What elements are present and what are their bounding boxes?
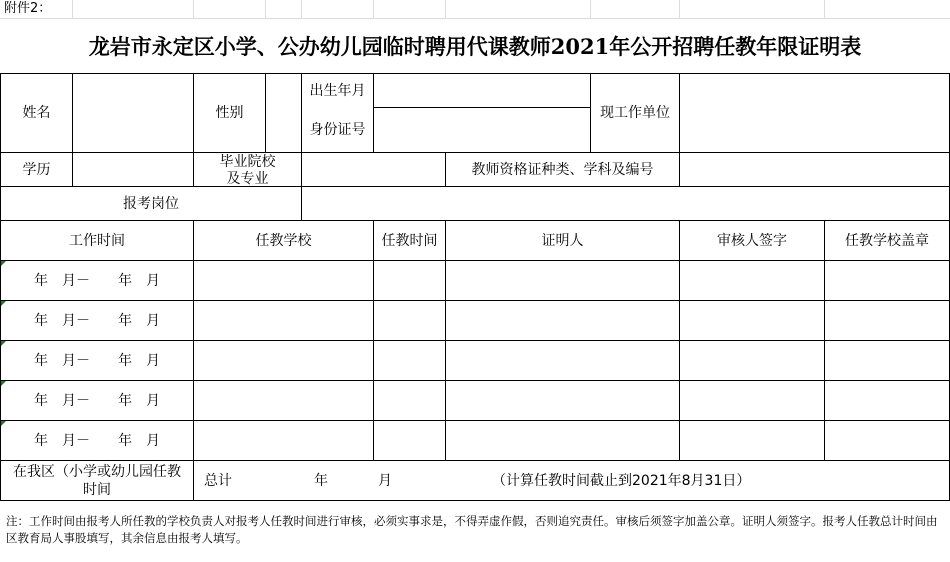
header-gridline <box>301 0 302 18</box>
birth-field[interactable] <box>374 74 590 107</box>
table-row-work-time[interactable]: 年 月－ 年 月 <box>34 312 160 329</box>
education-field[interactable] <box>73 153 193 186</box>
summary-month-label: 月 <box>378 472 392 489</box>
school-major-label-line1: 毕业院校 <box>219 154 276 170</box>
cell-marker-icon <box>1 341 6 346</box>
rule <box>0 500 950 501</box>
position-label: 报考岗位 <box>123 195 179 212</box>
header-gridline <box>373 0 374 18</box>
cert-field[interactable] <box>680 153 949 186</box>
cell-marker-icon <box>1 421 6 426</box>
summary-label-line1: 在我区（小学或幼儿园任教 <box>13 463 181 480</box>
summary-label-line2: 时间 <box>83 481 111 498</box>
col-header-school: 任教学校 <box>255 232 312 249</box>
summary-note: （计算任教时间截止到2021年8月31日） <box>492 472 751 489</box>
education-label: 学历 <box>22 161 51 178</box>
school-major-label <box>194 153 301 186</box>
header-gridline <box>193 0 194 18</box>
col-header-seal: 任教学校盖章 <box>845 232 929 249</box>
rule <box>193 220 194 501</box>
table-row-work-time[interactable]: 年 月－ 年 月 <box>34 392 160 409</box>
school-major-label-line2: 及专业 <box>226 171 269 186</box>
name-label: 姓名 <box>22 105 51 121</box>
gender-field[interactable] <box>266 74 301 152</box>
workplace-field[interactable] <box>680 74 949 152</box>
footnote: 注：工作时间由报考人所任教的学校负责人对报考人任教时间进行审核，必须实事求是，不得弄虚作假，否则追究责任。审核后须签字加盖公章。证明人须签字。报考人任教总计时间由区教育局人事股填写，其余信息由报考人填写。 <box>6 514 938 545</box>
position-field[interactable] <box>302 187 949 220</box>
attachment-label: 附件2： <box>4 1 52 16</box>
cert-label: 教师资格证种类、学科及编号 <box>471 161 654 178</box>
summary-year-label: 年 <box>314 472 328 489</box>
name-field[interactable] <box>73 74 193 152</box>
table-row-work-time[interactable]: 年 月－ 年 月 <box>34 352 160 369</box>
col-header-work-time: 工作时间 <box>69 232 125 249</box>
header-gridline <box>0 18 950 19</box>
summary-label <box>1 461 193 500</box>
birth-label: 出生年月 <box>309 82 366 99</box>
col-header-duration: 任教时间 <box>381 232 438 249</box>
id-label: 身份证号 <box>309 122 366 138</box>
cell-marker-icon <box>1 261 6 266</box>
header-gridline <box>590 0 591 18</box>
gender-label: 性别 <box>215 105 244 121</box>
workplace-label: 现工作单位 <box>600 105 670 121</box>
page-title: 龙岩市永定区小学、公办幼儿园临时聘用代课教师2021年公开招聘任教年限证明表 <box>88 34 862 59</box>
col-header-reviewer: 审核人签字 <box>717 232 787 249</box>
school-major-field[interactable] <box>302 153 445 186</box>
header-gridline <box>265 0 266 18</box>
header-gridline <box>679 0 680 18</box>
table-row-work-time[interactable]: 年 月－ 年 月 <box>34 272 160 289</box>
header-gridline <box>824 0 825 18</box>
cell-marker-icon <box>1 301 6 306</box>
table-row-work-time[interactable]: 年 月－ 年 月 <box>34 432 160 449</box>
summary-total-label: 总计 <box>204 472 232 489</box>
col-header-witness: 证明人 <box>541 232 584 249</box>
cell-marker-icon <box>1 381 6 386</box>
id-field[interactable] <box>374 108 590 152</box>
header-gridline <box>445 0 446 18</box>
header-gridline <box>72 0 73 18</box>
